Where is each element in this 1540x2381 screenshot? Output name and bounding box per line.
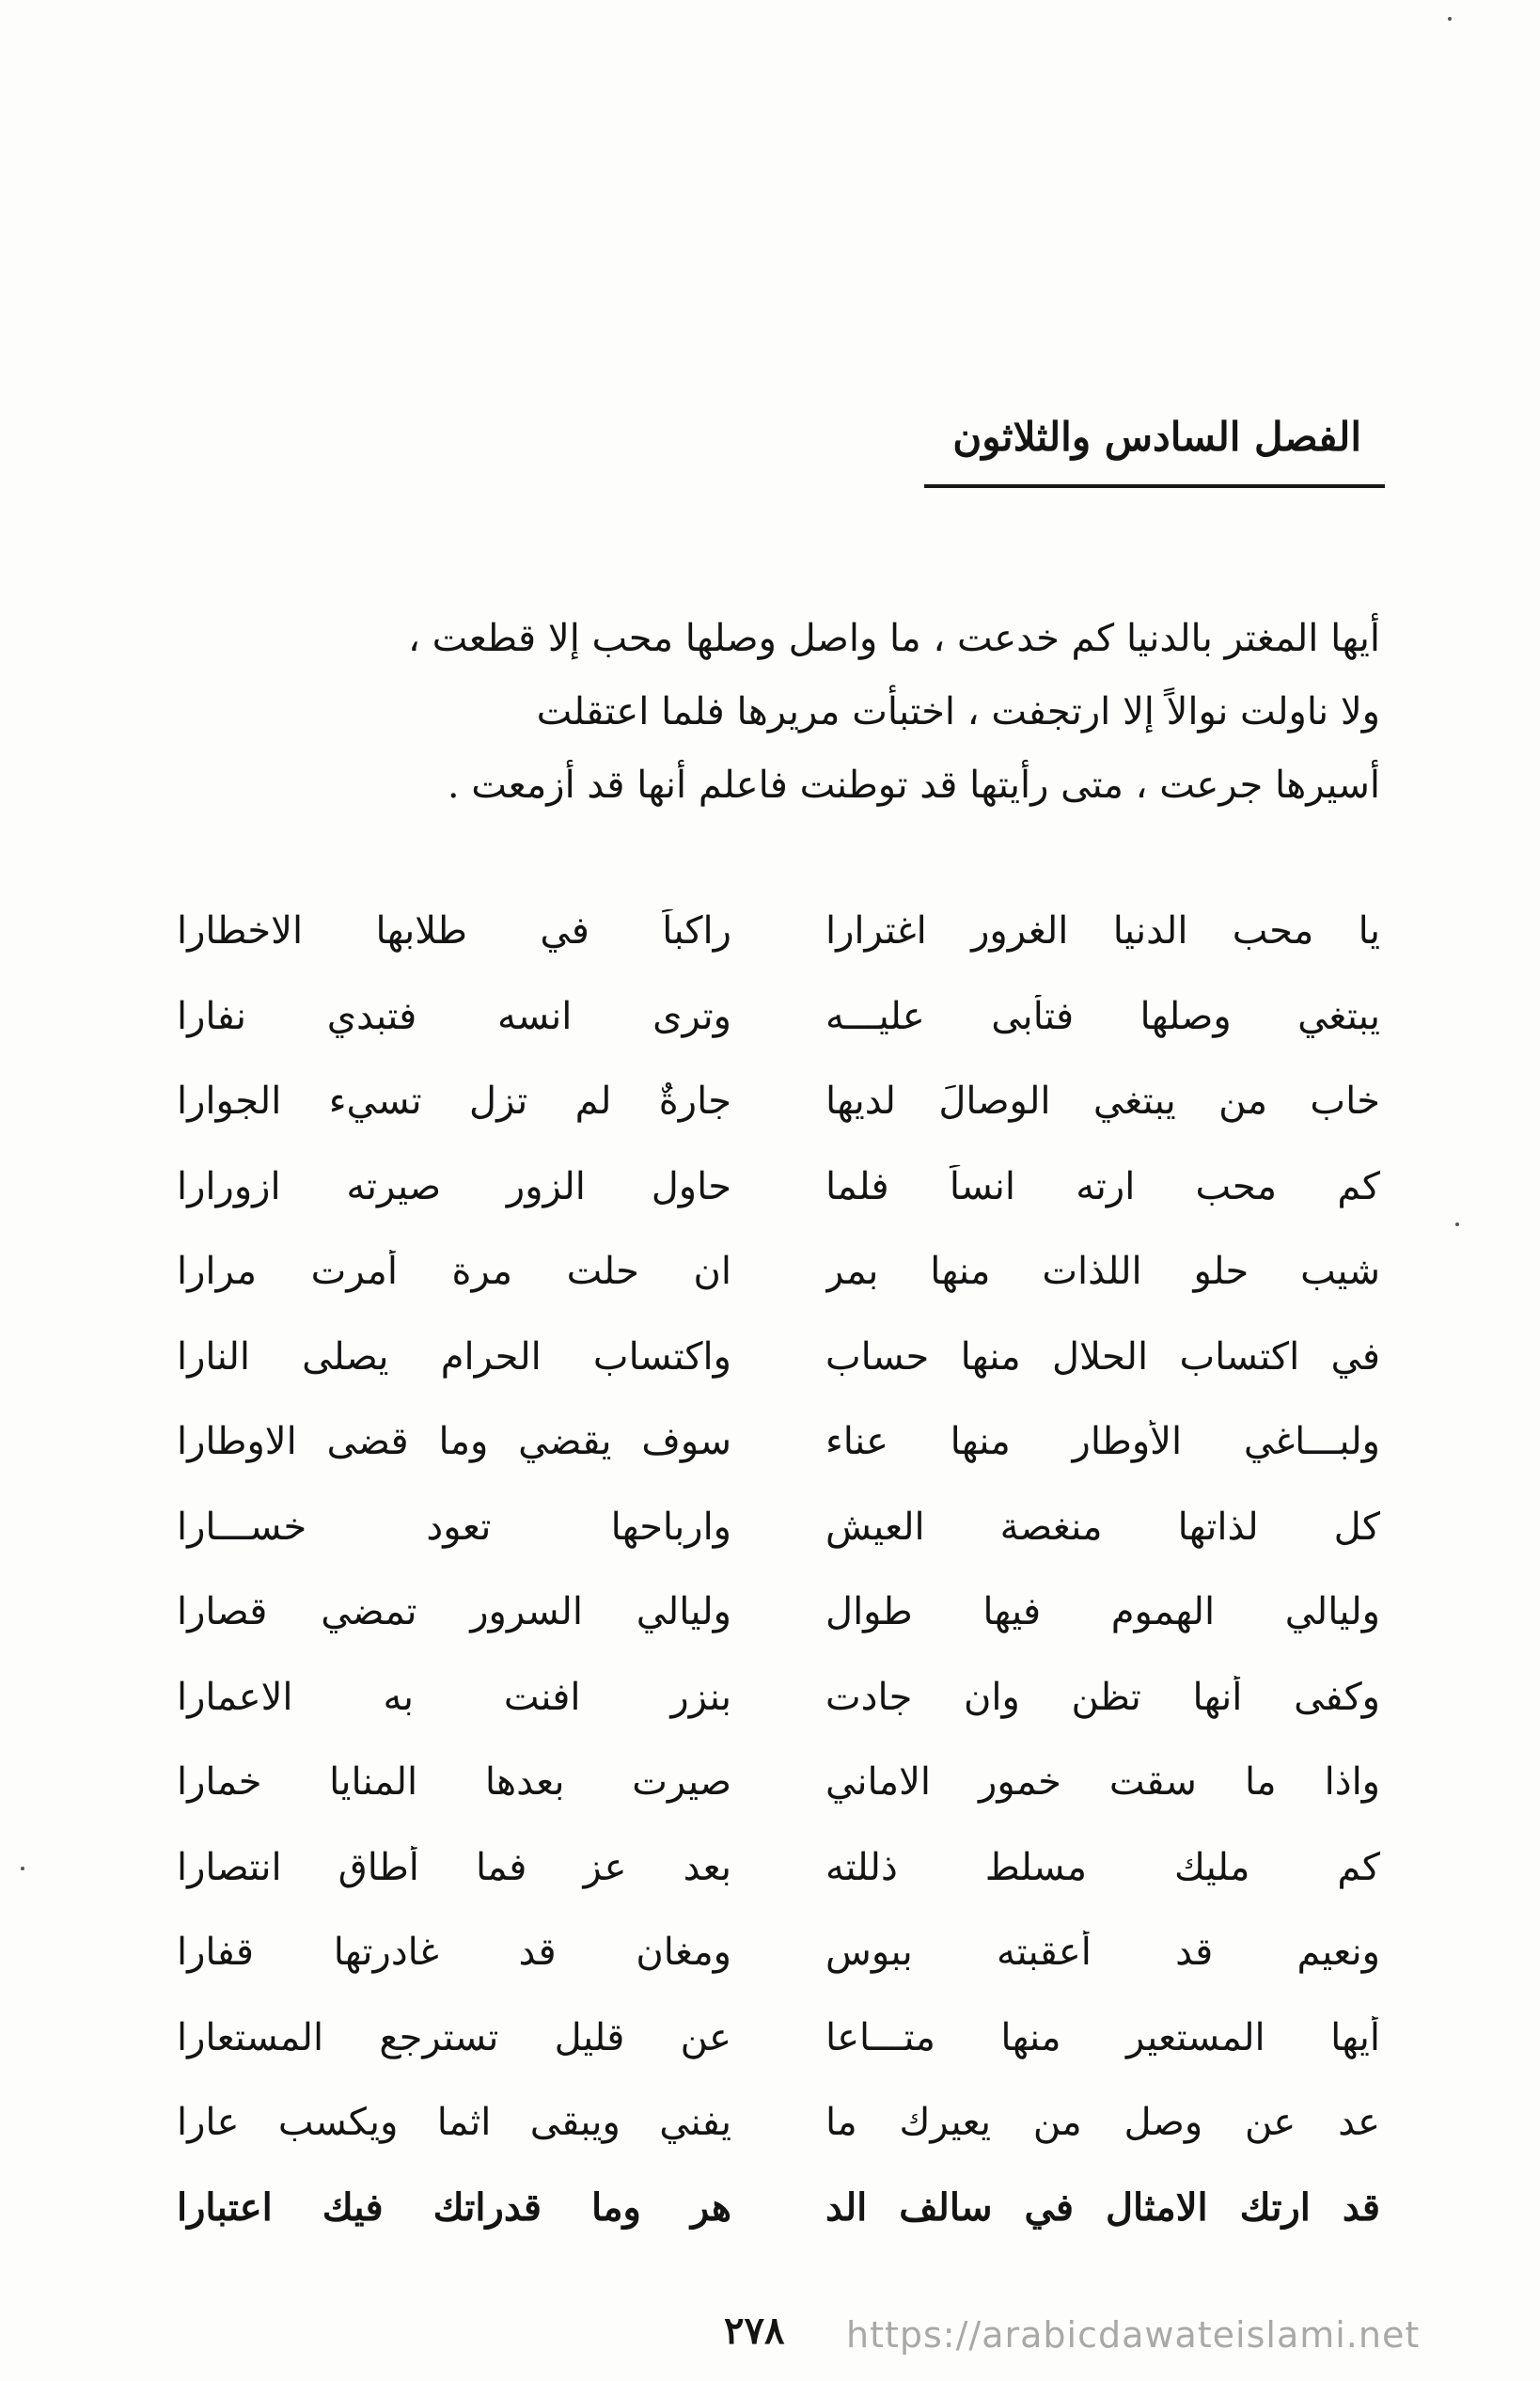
verse-first-hemistich: وكفى أنها تظن وان جادت: [825, 1675, 1380, 1719]
verse-second-hemistich: عن قليل تسترجع المستعارا: [177, 2015, 731, 2059]
verse-first-hemistich: يبتغي وصلها فتأبى عليـــه: [825, 994, 1380, 1038]
verse-first-hemistich: قد ارتك الامثال في سالف الد: [825, 2185, 1380, 2231]
prose-paragraph: [186, 602, 1380, 822]
verse-second-hemistich: يفني ويبقى اثما ويكسب عارا: [177, 2101, 731, 2145]
verse: [177, 1910, 1380, 1995]
source-url-link[interactable]: https://arabicdawateislami.net: [846, 2314, 1421, 2356]
verse-second-hemistich: صيرت بعدها المنايا خمارا: [177, 1760, 731, 1805]
scan-speck: [1455, 1222, 1459, 1226]
prose-line: أسيرها جرعت ، متى رأيتها قد توطنت فاعلم أنها قد أزمعت .: [447, 764, 1380, 807]
verse-second-hemistich: بعد عز فما أطاق انتصارا: [177, 1845, 731, 1889]
prose-line: أيها المغتر بالدنيا كم خدعت ، ما واصل وصلها محب إلا قطعت ،: [408, 617, 1380, 660]
verse: [177, 2080, 1380, 2166]
verse: [177, 974, 1380, 1060]
verse-first-hemistich: شيب حلو اللذات منها بمر: [825, 1250, 1380, 1294]
verse: [177, 1740, 1380, 1825]
verse: [177, 1485, 1380, 1570]
scan-speck: [1448, 17, 1452, 21]
verse-second-hemistich: جارةٌ لم تزل تسيء الجوارا: [177, 1080, 731, 1124]
verse: [177, 1229, 1380, 1315]
verse-first-hemistich: كم محب ارته انساً فلما: [825, 1164, 1380, 1208]
verse-second-hemistich: هر وما قدراتك فيك اعتبارا: [177, 2185, 731, 2231]
verse-first-hemistich: كل لذاتها منغصة العيش: [825, 1505, 1380, 1549]
verse: [177, 1399, 1380, 1485]
heading-underline: [924, 484, 1385, 488]
verse-first-hemistich: ونعيم قد أعقبته ببوس: [825, 1931, 1380, 1975]
verse-first-hemistich: ولياليِ الهموم فيها طوال: [825, 1590, 1380, 1634]
verse-second-hemistich: وارباحها تعود خســـارا: [177, 1505, 731, 1549]
verse-second-hemistich: سوف يقضي وما قضى الاوطارا: [177, 1420, 731, 1464]
verse: [177, 1059, 1380, 1144]
verse-first-hemistich: خاب من يبتغي الوصالَ لديها: [825, 1080, 1380, 1124]
scan-speck: [21, 1867, 24, 1870]
page-number: ٢٧٨: [724, 2309, 785, 2353]
verse-second-hemistich: وترى انسه فتبدي نفارا: [177, 994, 731, 1038]
verse: [177, 1655, 1380, 1741]
verse-first-hemistich: أيها المستعير منها متـــاعا: [825, 2015, 1380, 2059]
chapter-title: الفصل السادس والثلاثون: [952, 414, 1361, 460]
verse: [177, 1825, 1380, 1911]
verse-first-hemistich: عد عن وصل من يعيرك ما: [825, 2101, 1380, 2145]
verse: [177, 889, 1380, 974]
verse-first-hemistich: واذا ما سقت خمور الاماني: [825, 1760, 1380, 1805]
verse: [177, 1569, 1380, 1655]
verse-first-hemistich: ولبـــاغي الأوطار منها عناء: [825, 1420, 1380, 1464]
verse-second-hemistich: بنزر افنت به الاعمارا: [177, 1675, 731, 1719]
verse: [177, 1995, 1380, 2081]
verse-second-hemistich: ولياليِ السرور تمضي قصارا: [177, 1590, 731, 1634]
verse-first-hemistich: كم مليك مسلط ذللته: [825, 1845, 1380, 1889]
verse-first-hemistich: في اكتساب الحلال منها حساب: [825, 1334, 1380, 1379]
poem: [177, 889, 1380, 2250]
page-footer: [0, 2309, 1540, 2365]
verse-second-hemistich: ان حلت مرة أمرت مرارا: [177, 1250, 731, 1294]
verse-second-hemistich: واكتساب الحرام يصلى النارا: [177, 1334, 731, 1379]
verse: [177, 1315, 1380, 1400]
verse-second-hemistich: راكباً في طلابها الاخطارا: [177, 909, 731, 954]
verse: [177, 1144, 1380, 1230]
verse-second-hemistich: حاول الزور صيرته ازورارا: [177, 1164, 731, 1208]
verse-second-hemistich: ومغان قد غادرتها قفارا: [177, 1931, 731, 1975]
verse: [177, 2166, 1380, 2251]
prose-line: ولا ناولت نوالاً إلا ارتجفت ، اختبأت مريرها فلما اعتقلت: [536, 690, 1380, 733]
verse-first-hemistich: يا محب الدنيا الغرور اغترارا: [825, 909, 1380, 954]
